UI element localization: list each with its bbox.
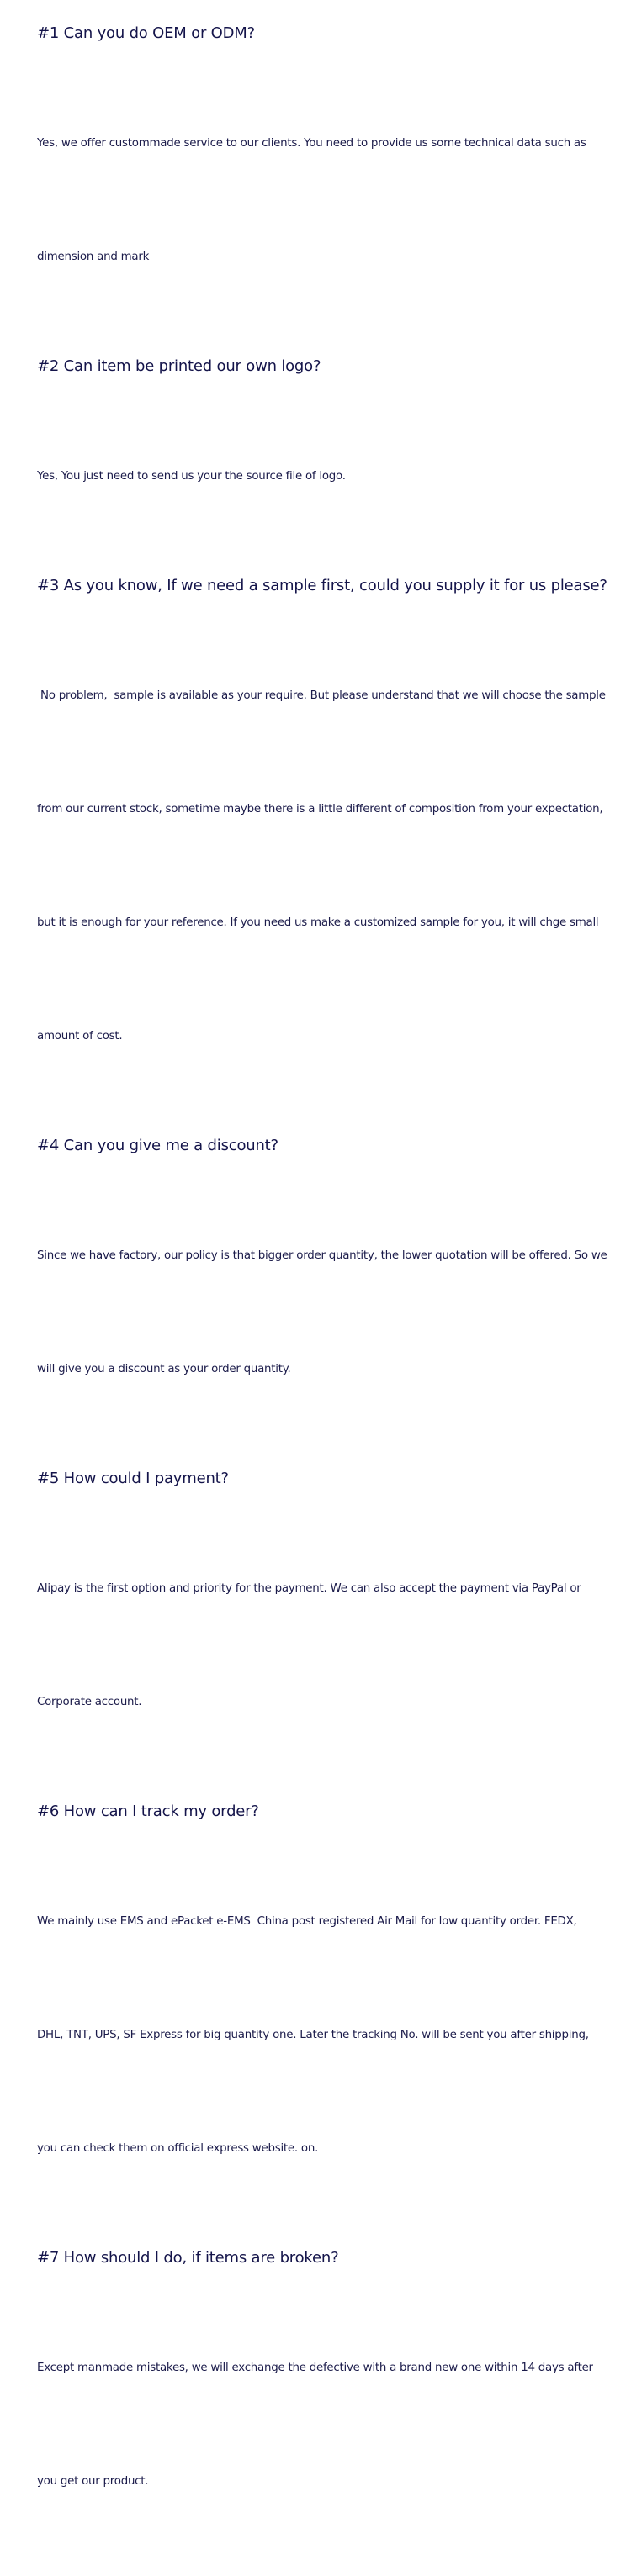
faq-answer-line: DHL, TNT, UPS, SF Express for big quantity one. Later the tracking No. will be sent you after shipping, xyxy=(37,2029,589,2041)
faq-item-6 xyxy=(37,1797,609,2243)
faq-question-4: #4 Can you give me a discount? xyxy=(37,1137,278,1154)
faq-answer-line: Alipay is the first option and priority for the payment. We can also accept the payment via PayPal or xyxy=(37,1582,581,1595)
faq-answer-line: Yes, we offer custommade service to our clients. You need to provide us some technical data such as xyxy=(37,137,586,150)
faq-answer-line: We mainly use EMS and ePacket e-EMS China post registered Air Mail for low quantity order. FEDX, xyxy=(37,1915,577,1928)
faq-answer-line: will give you a discount as your order quantity. xyxy=(37,1363,291,1375)
faq-answer-line: but it is enough for your reference. If you need us make a customized sample for you, it will chge small xyxy=(37,916,599,929)
faq-answer-line: from our current stock, sometime maybe there is a little different of composition from your expectation, xyxy=(37,803,603,816)
faq-question-5: #5 How could I payment? xyxy=(37,1470,229,1487)
faq-answer-line: No problem, sample is available as your require. But please understand that we will choose the sample xyxy=(37,689,606,702)
faq-answer-5 xyxy=(37,1494,609,1797)
faq-answer-line: amount of cost. xyxy=(37,1030,123,1043)
faq-item-5 xyxy=(37,1464,609,1797)
faq-answer-1 xyxy=(37,49,609,351)
faq-answer-line: you can check them on official express website. on. xyxy=(37,2142,319,2155)
faq-answer-7 xyxy=(37,2273,609,2576)
faq-answer-3 xyxy=(37,601,609,1131)
faq-item-4 xyxy=(37,1131,609,1464)
faq-answer-line: Corporate account. xyxy=(37,1696,142,1708)
faq-answer-line: you get our product. xyxy=(37,2475,149,2488)
faq-question-3: #3 As you know, If we need a sample first, could you supply it for us please? xyxy=(37,577,607,594)
faq-item-7 xyxy=(37,2243,609,2576)
faq-answer-2 xyxy=(37,382,609,571)
faq-answer-line: dimension and mark xyxy=(37,251,150,263)
faq-list xyxy=(37,18,609,2576)
faq-item-2 xyxy=(37,351,609,571)
faq-answer-4 xyxy=(37,1161,609,1464)
faq-item-1 xyxy=(37,18,609,351)
faq-item-3 xyxy=(37,571,609,1131)
faq-answer-line: Yes, You just need to send us your the source file of logo. xyxy=(37,470,346,483)
faq-question-2: #2 Can item be printed our own logo? xyxy=(37,357,321,375)
faq-question-6: #6 How can I track my order? xyxy=(37,1803,259,1820)
faq-answer-line: Except manmade mistakes, we will exchange the defective with a brand new one within 14 days after xyxy=(37,2362,593,2374)
faq-answer-line: Since we have factory, our policy is that bigger order quantity, the lower quotation will be offered. So we xyxy=(37,1249,607,1262)
faq-question-7: #7 How should I do, if items are broken? xyxy=(37,2249,339,2267)
faq-answer-6 xyxy=(37,1827,609,2243)
faq-question-1: #1 Can you do OEM or ODM? xyxy=(37,24,255,42)
